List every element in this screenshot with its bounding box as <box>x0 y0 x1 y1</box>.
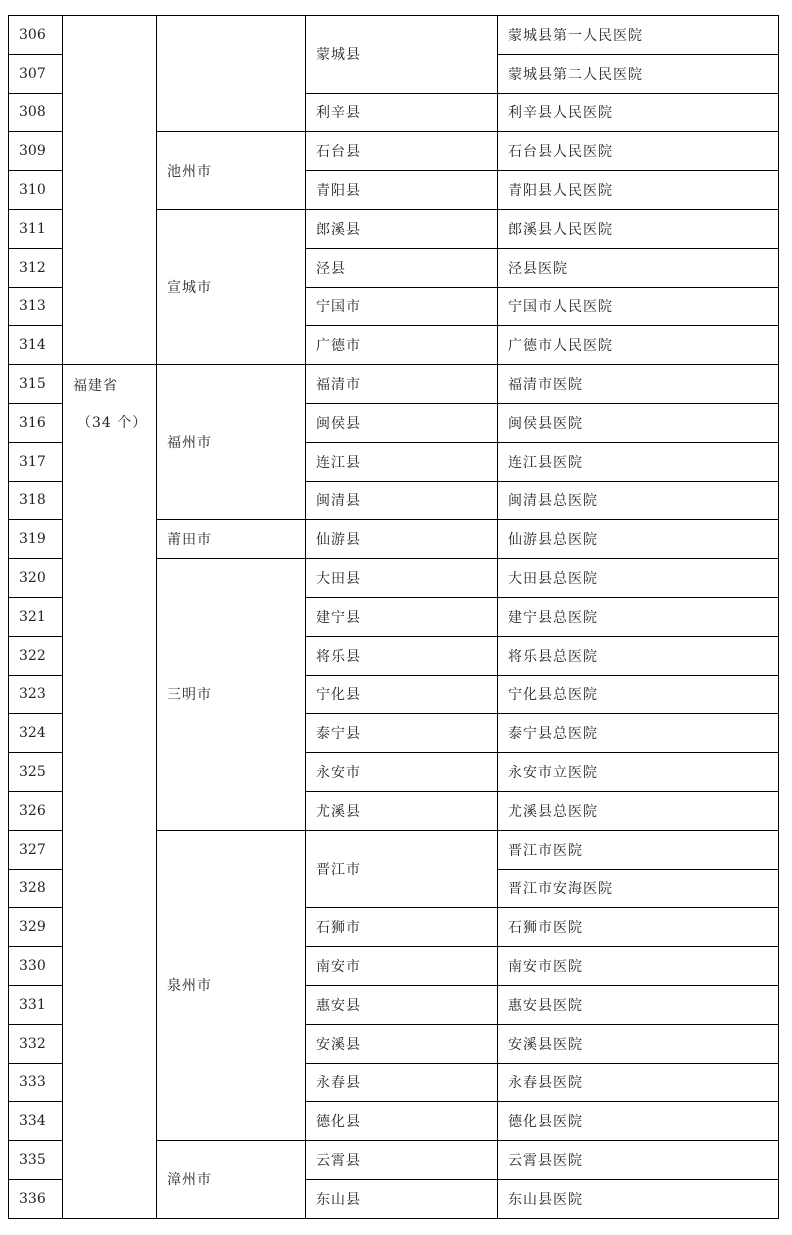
row-number: 306 <box>9 16 63 55</box>
city-cell-quanzhou: 泉州市 <box>157 830 306 1140</box>
county-cell: 闽清县 <box>306 481 498 520</box>
hospital-cell: 利辛县人民医院 <box>498 93 779 132</box>
hospital-cell: 闽侯县医院 <box>498 403 779 442</box>
row-number: 311 <box>9 209 63 248</box>
county-cell: 连江县 <box>306 442 498 481</box>
row-number: 329 <box>9 908 63 947</box>
hospital-cell: 宁国市人民医院 <box>498 287 779 326</box>
hospital-cell: 云霄县医院 <box>498 1141 779 1180</box>
hospital-cell: 广德市人民医院 <box>498 326 779 365</box>
county-cell: 福清市 <box>306 365 498 404</box>
county-cell: 南安市 <box>306 947 498 986</box>
row-number: 320 <box>9 559 63 598</box>
row-number: 314 <box>9 326 63 365</box>
city-cell-continued <box>157 16 306 132</box>
hospital-cell: 安溪县医院 <box>498 1024 779 1063</box>
hospital-cell: 尤溪县总医院 <box>498 791 779 830</box>
county-cell: 广德市 <box>306 326 498 365</box>
row-number: 323 <box>9 675 63 714</box>
county-cell: 将乐县 <box>306 636 498 675</box>
county-cell: 石台县 <box>306 132 498 171</box>
row-number: 316 <box>9 403 63 442</box>
hospital-cell: 闽清县总医院 <box>498 481 779 520</box>
row-number: 336 <box>9 1179 63 1218</box>
row-number: 317 <box>9 442 63 481</box>
row-number: 308 <box>9 93 63 132</box>
county-cell: 仙游县 <box>306 520 498 559</box>
county-cell: 尤溪县 <box>306 791 498 830</box>
hospital-cell: 泾县医院 <box>498 248 779 287</box>
hospital-cell: 福清市医院 <box>498 365 779 404</box>
county-cell: 利辛县 <box>306 93 498 132</box>
county-cell: 郎溪县 <box>306 209 498 248</box>
county-cell: 泾县 <box>306 248 498 287</box>
hospital-cell: 德化县医院 <box>498 1102 779 1141</box>
county-cell: 建宁县 <box>306 597 498 636</box>
county-cell: 晋江市 <box>306 830 498 908</box>
county-cell: 宁国市 <box>306 287 498 326</box>
hospital-cell: 石狮市医院 <box>498 908 779 947</box>
row-number: 327 <box>9 830 63 869</box>
row-number: 326 <box>9 791 63 830</box>
county-cell: 安溪县 <box>306 1024 498 1063</box>
county-cell: 石狮市 <box>306 908 498 947</box>
row-number: 335 <box>9 1141 63 1180</box>
province-name: 福建省 <box>73 378 118 395</box>
hospital-cell: 连江县医院 <box>498 442 779 481</box>
county-cell: 泰宁县 <box>306 714 498 753</box>
table-row <box>9 16 779 55</box>
hospital-cell: 仙游县总医院 <box>498 520 779 559</box>
county-cell: 永春县 <box>306 1063 498 1102</box>
row-number: 315 <box>9 365 63 404</box>
row-number: 322 <box>9 636 63 675</box>
hospital-cell: 南安市医院 <box>498 947 779 986</box>
hospital-cell: 蒙城县第二人民医院 <box>498 54 779 93</box>
county-cell: 宁化县 <box>306 675 498 714</box>
hospital-cell: 惠安县医院 <box>498 985 779 1024</box>
hospital-cell: 晋江市医院 <box>498 830 779 869</box>
hospital-cell: 将乐县总医院 <box>498 636 779 675</box>
row-number: 313 <box>9 287 63 326</box>
row-number: 328 <box>9 869 63 908</box>
county-cell: 德化县 <box>306 1102 498 1141</box>
row-number: 318 <box>9 481 63 520</box>
city-cell-zhangzhou: 漳州市 <box>157 1141 306 1219</box>
hospital-cell: 郎溪县人民医院 <box>498 209 779 248</box>
row-number: 324 <box>9 714 63 753</box>
county-cell: 大田县 <box>306 559 498 598</box>
province-cell-continued <box>63 16 157 365</box>
city-cell-fuzhou: 福州市 <box>157 365 306 520</box>
row-number: 331 <box>9 985 63 1024</box>
row-number: 307 <box>9 54 63 93</box>
province-cell-fujian <box>63 365 157 1219</box>
county-cell: 惠安县 <box>306 985 498 1024</box>
hospital-cell: 石台县人民医院 <box>498 132 779 171</box>
city-cell-putian: 莆田市 <box>157 520 306 559</box>
hospital-cell: 东山县医院 <box>498 1179 779 1218</box>
row-number: 333 <box>9 1063 63 1102</box>
row-number: 325 <box>9 753 63 792</box>
hospital-cell: 青阳县人民医院 <box>498 171 779 210</box>
city-cell-chizhou: 池州市 <box>157 132 306 210</box>
city-cell-sanming: 三明市 <box>157 559 306 831</box>
row-number: 332 <box>9 1024 63 1063</box>
hospital-cell: 晋江市安海医院 <box>498 869 779 908</box>
hospital-cell: 泰宁县总医院 <box>498 714 779 753</box>
row-number: 334 <box>9 1102 63 1141</box>
hospital-cell: 永安市立医院 <box>498 753 779 792</box>
hospital-cell: 永春县医院 <box>498 1063 779 1102</box>
row-number: 310 <box>9 171 63 210</box>
county-cell: 云霄县 <box>306 1141 498 1180</box>
county-cell: 蒙城县 <box>306 16 498 94</box>
hospital-cell: 大田县总医院 <box>498 559 779 598</box>
hospital-cell: 蒙城县第一人民医院 <box>498 16 779 55</box>
county-cell: 永安市 <box>306 753 498 792</box>
row-number: 330 <box>9 947 63 986</box>
county-cell: 东山县 <box>306 1179 498 1218</box>
hospital-cell: 宁化县总医院 <box>498 675 779 714</box>
province-count: （34 个） <box>77 415 148 432</box>
row-number: 309 <box>9 132 63 171</box>
row-number: 321 <box>9 597 63 636</box>
hospital-table <box>8 15 779 1219</box>
city-cell-xuancheng: 宣城市 <box>157 209 306 364</box>
row-number: 312 <box>9 248 63 287</box>
row-number: 319 <box>9 520 63 559</box>
hospital-cell: 建宁县总医院 <box>498 597 779 636</box>
county-cell: 闽侯县 <box>306 403 498 442</box>
county-cell: 青阳县 <box>306 171 498 210</box>
table-row <box>9 365 779 404</box>
